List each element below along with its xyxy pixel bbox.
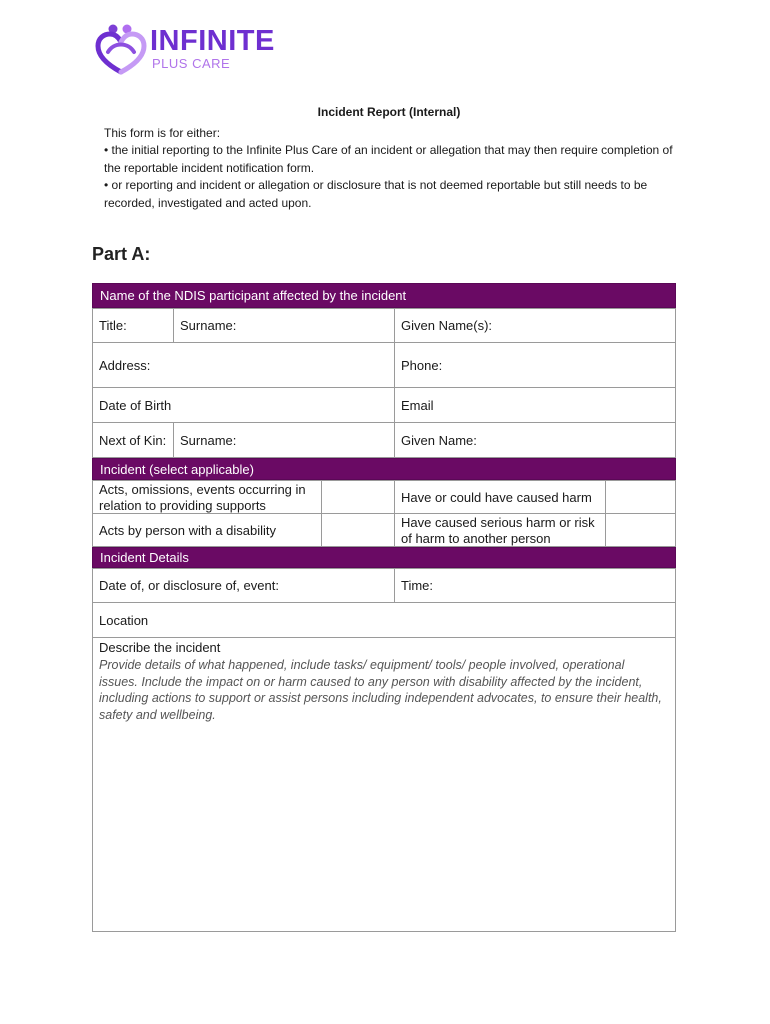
incident-select-header: Incident (select applicable) — [92, 458, 676, 480]
option-serious-harm-label: Have caused serious harm or risk of harm to another person — [394, 513, 606, 547]
option-person-with-disability-label: Acts by person with a disability — [92, 513, 322, 547]
company-logo — [94, 22, 294, 80]
participant-section-header: Name of the NDIS participant affected by the incident — [92, 283, 676, 308]
option-acts-omissions-label: Acts, omissions, events occurring in relation to providing supports — [92, 480, 322, 514]
describe-incident-hint: Provide details of what happened, include tasks/ equipment/ tools/ people involved, operational issues. Include the impact on or harm caused to any person with disability affected by the incident, including actions to support or assist persons including independent advocates, to ensure their health, safety and wellbeing. — [99, 658, 662, 722]
phone-field[interactable]: Phone: — [394, 342, 676, 388]
nok-given-name-field[interactable]: Given Name: — [394, 422, 676, 458]
logo-wordmark: INFINITE — [150, 25, 275, 57]
option-caused-harm-checkbox[interactable] — [605, 480, 676, 514]
option-person-with-disability-checkbox[interactable] — [321, 513, 395, 547]
intro-section — [104, 104, 674, 212]
title-field[interactable]: Title: — [92, 308, 174, 343]
given-names-field[interactable]: Given Name(s): — [394, 308, 676, 343]
incident-form — [92, 283, 676, 932]
describe-incident-field[interactable] — [92, 637, 676, 932]
next-of-kin-label: Next of Kin: — [92, 422, 174, 458]
email-field[interactable]: Email — [394, 387, 676, 423]
describe-incident-title: Describe the incident — [99, 640, 221, 655]
surname-field[interactable]: Surname: — [173, 308, 395, 343]
date-of-birth-field[interactable]: Date of Birth — [92, 387, 395, 423]
option-acts-omissions-checkbox[interactable] — [321, 480, 395, 514]
location-field[interactable]: Location — [92, 602, 676, 638]
nok-surname-field[interactable]: Surname: — [173, 422, 395, 458]
infinite-heart-icon — [94, 22, 148, 78]
option-serious-harm-checkbox[interactable] — [605, 513, 676, 547]
part-a-heading: Part A: — [92, 244, 151, 264]
form-title: Incident Report (Internal) — [317, 105, 461, 119]
intro-bullet-2: • or reporting and incident or allegation or disclosure that is not deemed reportable but still needs to be recorded, investigated and acted upon. — [104, 178, 648, 210]
event-date-field[interactable]: Date of, or disclosure of, event: — [92, 568, 395, 603]
incident-details-header: Incident Details — [92, 547, 676, 568]
logo-subtitle: PLUS CARE — [152, 56, 231, 71]
event-time-field[interactable]: Time: — [394, 568, 676, 603]
intro-lead: This form is for either: — [104, 125, 221, 140]
intro-bullet-1: • the initial reporting to the Infinite Plus Care of an incident or allegation that may then require completion of the reportable incident notification form. — [104, 143, 673, 175]
option-caused-harm-label: Have or could have caused harm — [394, 480, 606, 514]
address-field[interactable]: Address: — [92, 342, 395, 388]
